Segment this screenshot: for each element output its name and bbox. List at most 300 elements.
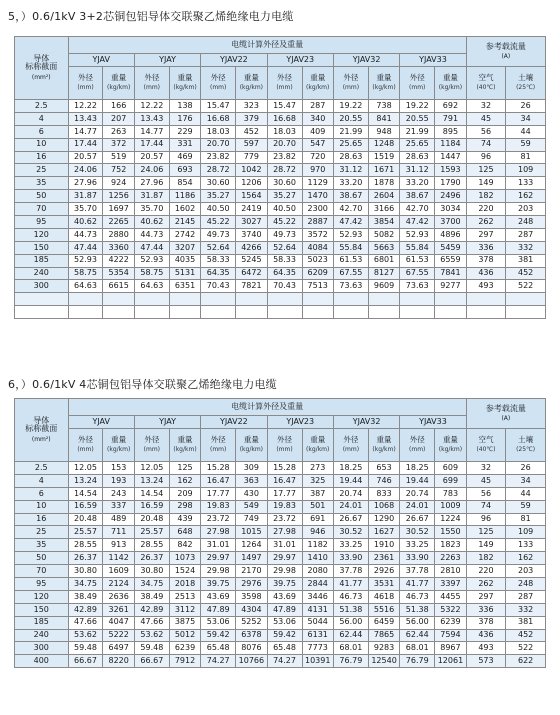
table-cell: 203 [506,203,546,216]
table-cell: 39.75 [267,578,302,591]
table-cell: 19.83 [201,500,236,513]
table-cell: 2636 [103,590,134,603]
header-outer-diameter-unit: (mm) [143,84,161,92]
table-cell: 23.72 [201,513,236,526]
table-row [15,280,546,293]
table-cell: 493 [466,642,506,655]
table-cell: 39.75 [201,578,236,591]
empty-cell [134,293,169,306]
table-cell: 378 [466,254,506,267]
table-cell: 28.63 [400,151,435,164]
header-outer-diameter-label: 外径 [78,73,93,83]
cable-spec-table-4-core [14,398,546,668]
table-cell: 738 [368,100,399,113]
table-cell: 13.43 [134,112,169,125]
table-cell: 12.05 [68,462,103,475]
table-row [15,125,546,138]
table-cell: 854 [169,177,200,190]
table-cell: 262 [466,216,506,229]
table-cell: 47.42 [333,216,368,229]
table-cell: 162 [169,474,200,487]
table-cell: 452 [236,125,267,138]
table-cell: 519 [103,151,134,164]
table-cell: 26 [506,462,546,475]
table-cell: 493 [466,280,506,293]
table-cell: 17.77 [201,487,236,500]
table-cell: 28.63 [333,151,368,164]
header-soil-ampacity-label: 土壤 [518,435,534,445]
table-cell: 74 [466,138,506,151]
table-cell: 1609 [103,565,134,578]
header-weight [435,67,467,100]
header-outer-diameter-label: 外径 [409,73,425,83]
header-outer-diameter-unit: (mm) [342,84,360,92]
table-cell: 1823 [435,539,467,552]
header-outer-diameter-label: 外径 [210,73,226,83]
table-cell: 452 [506,629,546,642]
table-cell: 2124 [103,578,134,591]
table-cell: 25.57 [68,526,103,539]
table-cell: 28.72 [201,164,236,177]
table-cell: 81 [506,513,546,526]
table-cell: 125 [169,462,200,475]
header-ampacity-unit: (A) [501,52,511,60]
table-cell: 833 [368,487,399,500]
header-weight-unit: (kg/km) [306,84,330,92]
table-cell: 15.28 [201,462,236,475]
table-cell: 17.77 [267,487,302,500]
table-cell: 2361 [368,552,399,565]
header-soil-ampacity [506,429,546,462]
table-cell: 29.98 [201,565,236,578]
empty-cell [134,306,169,319]
header-outer-diameter-unit: (mm) [210,84,227,92]
table-cell: 52.93 [134,254,169,267]
header-outer-diameter [333,429,368,462]
table-cell: 378 [466,616,506,629]
table-cell: 783 [435,487,467,500]
header-outer-diameter [201,429,236,462]
table-cell: 182 [466,190,506,203]
table-cell: 6615 [103,280,134,293]
table-cell: 16.47 [267,474,302,487]
header-type-yjav23: YJAV23 [267,416,333,429]
table-cell: 4896 [435,228,467,241]
table-cell: 207 [103,112,134,125]
table-cell: 20.48 [68,513,103,526]
cell-conductor-section: 4 [15,112,69,125]
table-cell: 1290 [368,513,399,526]
table-cell: 12.22 [68,100,103,113]
table-cell: 19.44 [400,474,435,487]
table-cell: 8127 [368,267,399,280]
table-cell: 332 [506,603,546,616]
table-cell: 26.37 [134,552,169,565]
table-cell: 18.25 [400,462,435,475]
header-air-ampacity-unit: (40℃) [476,446,496,454]
table-cell: 166 [103,100,134,113]
table-cell: 14.54 [134,487,169,500]
header-weight [368,429,399,462]
table-cell: 287 [302,100,333,113]
table-cell: 61.53 [400,254,435,267]
table-cell: 6131 [302,629,333,642]
header-weight-label: 重量 [243,73,259,83]
table-cell: 26 [506,100,546,113]
header-type-yjav33: YJAV33 [400,54,466,67]
table-row [15,629,546,642]
table-cell: 162 [506,552,546,565]
table-cell: 3112 [169,603,200,616]
table-cell: 3598 [236,590,267,603]
table-cell: 55.84 [333,241,368,254]
header-ampacity-group [466,37,545,67]
empty-cell [466,306,506,319]
table-cell: 14.77 [134,125,169,138]
table-cell: 47.44 [68,241,103,254]
table-cell: 323 [236,100,267,113]
table-cell: 20.70 [267,138,302,151]
cell-conductor-section: 4 [15,474,69,487]
table-cell: 61.53 [333,254,368,267]
header-type-yjav23: YJAV23 [267,54,333,67]
table-cell: 38.49 [68,590,103,603]
table-cell: 25.57 [134,526,169,539]
header-conductor-section-label: 标称截面 [25,62,58,72]
header-outer-diameter-unit: (mm) [143,446,161,454]
table-cell: 10766 [236,655,267,668]
header-weight [103,429,134,462]
table-cell: 149 [466,539,506,552]
table-cell: 32 [466,100,506,113]
table-cell: 501 [302,500,333,513]
table-row [15,151,546,164]
table-cell: 1142 [103,552,134,565]
header-air-ampacity [466,429,506,462]
table-cell: 439 [169,513,200,526]
table-cell: 4618 [368,590,399,603]
table-cell: 5131 [169,267,200,280]
table-cell: 64.35 [267,267,302,280]
table-cell: 55.84 [400,241,435,254]
table-cell: 6351 [169,280,200,293]
table-cell: 64.63 [134,280,169,293]
table-cell: 10391 [302,655,333,668]
table-cell: 436 [466,267,506,280]
header-air-ampacity-label: 空气 [478,73,494,83]
table-cell: 30.60 [267,177,302,190]
table-cell: 30.52 [333,526,368,539]
table-cell: 49.73 [267,228,302,241]
table-row [15,642,546,655]
table-cell: 15.28 [267,462,302,475]
table-cell: 30.80 [68,565,103,578]
header-weight [169,429,200,462]
header-outer-diameter-label: 外径 [409,435,425,445]
table-cell: 47.89 [201,603,236,616]
cell-conductor-section: 300 [15,280,69,293]
header-calc-group: 电缆计算外径及重量 [68,37,466,54]
table-cell: 33.25 [400,539,435,552]
header-weight-label: 重量 [177,73,193,83]
table-cell: 2887 [302,216,333,229]
table-cell: 8967 [435,642,467,655]
table-cell: 47.42 [400,216,435,229]
header-type-yjay: YJAY [134,54,200,67]
table-cell: 8220 [103,655,134,668]
table-cell: 52.93 [68,254,103,267]
table-cell: 26.67 [400,513,435,526]
table-cell: 16.59 [134,500,169,513]
table-cell: 53.06 [201,616,236,629]
empty-cell [267,306,302,319]
table-cell: 15.47 [201,100,236,113]
table-cell: 40.62 [68,216,103,229]
empty-cell [333,306,368,319]
table-cell: 56.00 [400,616,435,629]
header-weight-unit: (kg/km) [107,446,131,454]
header-weight [169,67,200,100]
table-row [15,500,546,513]
header-conductor-section [15,37,69,100]
header-outer-diameter-label: 外径 [277,73,293,83]
header-outer-diameter-unit: (mm) [77,84,94,92]
table-cell: 58.33 [201,254,236,267]
table-cell: 13.24 [68,474,103,487]
table-cell: 1910 [368,539,399,552]
table-cell: 2604 [368,190,399,203]
header-type-yjav: YJAV [68,54,134,67]
table-cell: 19.44 [333,474,368,487]
table-cell: 28.55 [134,539,169,552]
header-weight-label: 重量 [310,435,326,445]
table-cell: 45 [466,112,506,125]
header-weight-unit: (kg/km) [372,446,396,454]
table-cell: 2742 [169,228,200,241]
table-cell: 4222 [103,254,134,267]
empty-cell [15,293,69,306]
header-type-yjav22: YJAV22 [201,416,267,429]
table-cell: 76.79 [333,655,368,668]
table-cell: 96 [466,513,506,526]
table-cell: 4455 [435,590,467,603]
table-cell: 7773 [302,642,333,655]
table-cell: 263 [103,125,134,138]
table-cell: 779 [236,151,267,164]
table-cell: 59.42 [201,629,236,642]
table-cell: 262 [466,578,506,591]
table-cell: 193 [103,474,134,487]
table-cell: 66.67 [68,655,103,668]
table-cell: 2170 [236,565,267,578]
table-cell: 44 [506,125,546,138]
header-outer-diameter [134,67,169,100]
table-cell: 6559 [435,254,467,267]
table-cell: 67.55 [333,267,368,280]
table-cell: 7912 [169,655,200,668]
header-outer-diameter-unit: (mm) [409,84,426,92]
table-cell: 34 [506,112,546,125]
header-soil-ampacity-unit: (25℃) [516,84,536,92]
table-cell: 2844 [302,578,333,591]
table-cell: 5252 [236,616,267,629]
empty-cell [15,306,69,319]
table-cell: 1671 [368,164,399,177]
table-cell: 45.22 [267,216,302,229]
table-cell: 2496 [435,190,467,203]
cell-conductor-section: 95 [15,216,69,229]
cell-conductor-section: 35 [15,177,69,190]
table-cell: 20.55 [400,112,435,125]
table-cell: 29.97 [201,552,236,565]
empty-cell [103,293,134,306]
table-cell: 3034 [435,203,467,216]
table-cell: 1470 [302,190,333,203]
table-cell: 21.99 [333,125,368,138]
table-cell: 32 [466,462,506,475]
table-cell: 547 [302,138,333,151]
table-cell: 913 [103,539,134,552]
table-cell: 711 [103,526,134,539]
table-cell: 52.64 [201,241,236,254]
table-cell: 56.00 [333,616,368,629]
header-soil-ampacity [506,67,546,100]
table-cell: 336 [466,603,506,616]
header-weight-label: 重量 [243,435,259,445]
cell-conductor-section: 16 [15,513,69,526]
table-cell: 1564 [236,190,267,203]
table-cell: 452 [506,267,546,280]
table-cell: 16.68 [267,112,302,125]
table-cell: 12061 [435,655,467,668]
cable-spec-table-3plus2-core [14,36,546,319]
table-cell: 1524 [169,565,200,578]
table-cell: 28.55 [68,539,103,552]
table-cell: 1790 [435,177,467,190]
header-type-yjav32: YJAV32 [333,54,399,67]
table-cell: 699 [435,474,467,487]
table-cell: 1184 [435,138,467,151]
table-cell: 12.22 [134,100,169,113]
table-cell: 1550 [435,526,467,539]
table-cell: 34 [506,474,546,487]
table-cell: 31.87 [68,190,103,203]
table-cell: 19.22 [400,100,435,113]
cell-conductor-section: 6 [15,487,69,500]
table-cell: 35.27 [267,190,302,203]
table-cell: 27.98 [201,526,236,539]
table-row [15,203,546,216]
empty-row [15,293,546,306]
table-cell: 58.33 [267,254,302,267]
header-outer-diameter [68,429,103,462]
table-cell: 43.69 [267,590,302,603]
table-cell: 946 [302,526,333,539]
cell-conductor-section: 150 [15,241,69,254]
table-cell: 3397 [435,578,467,591]
table-cell: 35.70 [134,203,169,216]
table-cell: 331 [169,138,200,151]
table-row [15,578,546,591]
table-cell: 52.93 [400,228,435,241]
header-type-yjav22: YJAV22 [201,54,267,67]
table-cell: 3740 [236,228,267,241]
header-type-yjav33: YJAV33 [400,416,466,429]
table-cell: 176 [169,112,200,125]
table-cell: 1627 [368,526,399,539]
table-cell: 74.27 [201,655,236,668]
table-cell: 70.43 [201,280,236,293]
table-cell: 325 [302,474,333,487]
table-cell: 287 [506,590,546,603]
table-cell: 14.54 [68,487,103,500]
header-outer-diameter-label: 外径 [78,435,93,445]
table-row [15,100,546,113]
header-ampacity-label: 参考载流量 [485,404,526,414]
table-cell: 297 [466,228,506,241]
table-cell: 5245 [236,254,267,267]
table-cell: 12.05 [134,462,169,475]
table-cell: 24.06 [134,164,169,177]
table-cell: 1410 [302,552,333,565]
header-weight-unit: (kg/km) [173,84,197,92]
empty-cell [103,306,134,319]
table-cell: 133 [506,539,546,552]
table-cell: 53.62 [134,629,169,642]
table-row [15,462,546,475]
empty-cell [302,306,333,319]
table-cell: 6497 [103,642,134,655]
header-weight-unit: (kg/km) [438,84,463,92]
table-cell: 31.01 [267,539,302,552]
cell-conductor-section: 25 [15,164,69,177]
header-calc-group: 电缆计算外径及重量 [68,399,466,416]
cell-conductor-section: 400 [15,655,69,668]
table-cell: 19.83 [267,500,302,513]
table-cell: 6801 [368,254,399,267]
header-soil-ampacity-unit: (25℃) [516,446,536,454]
table-cell: 44.73 [134,228,169,241]
table-cell: 1068 [368,500,399,513]
table-cell: 59.48 [134,642,169,655]
empty-cell [506,306,546,319]
header-weight-label: 重量 [376,435,392,445]
header-outer-diameter [400,429,435,462]
table-cell: 3854 [368,216,399,229]
table-cell: 33.25 [333,539,368,552]
empty-cell [333,293,368,306]
table-cell: 691 [302,513,333,526]
table-cell: 1878 [368,177,399,190]
table-cell: 3446 [302,590,333,603]
table-cell: 1697 [103,203,134,216]
table-cell: 42.70 [333,203,368,216]
table-cell: 20.57 [68,151,103,164]
header-weight-label: 重量 [310,73,326,83]
header-outer-diameter-unit: (mm) [342,446,360,454]
table-cell: 42.89 [68,603,103,616]
table-cell: 2145 [169,216,200,229]
table-cell: 692 [435,100,467,113]
header-conductor-section-label: 标称截面 [25,424,58,434]
table-cell: 73.63 [400,280,435,293]
table-cell: 522 [506,642,546,655]
table-cell: 2080 [302,565,333,578]
header-weight-label: 重量 [111,435,127,445]
table-cell: 34.75 [134,578,169,591]
header-outer-diameter-unit: (mm) [210,446,227,454]
table-cell: 62.44 [333,629,368,642]
